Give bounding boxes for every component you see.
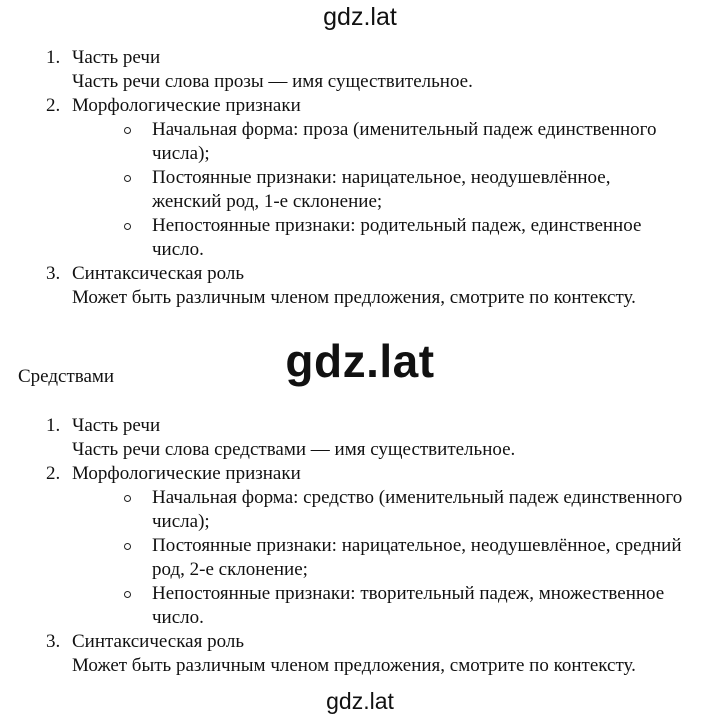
bullet-line: число. [152, 607, 204, 628]
bullet-line: числа); [152, 143, 210, 164]
bullet-line: Постоянные признаки: нарицательное, неодушевлённое, [152, 167, 611, 188]
watermark-bottom: gdz.lat [326, 688, 394, 714]
bullet-line: число. [152, 239, 204, 260]
item-title: Морфологические признаки [72, 95, 301, 116]
bullet-line: женский род, 1-е склонение; [152, 191, 383, 212]
bullet-line: Непостоянные признаки: творительный падеж, множественное [152, 583, 665, 604]
item-text: Может быть различным членом предложения, смотрите по контексту. [72, 287, 636, 308]
circle-bullet-icon [124, 127, 131, 134]
bullet-line: Начальная форма: проза (именительный падеж единственного [152, 119, 657, 140]
item-title: Синтаксическая роль [72, 631, 244, 652]
item-number: 2. [46, 463, 61, 484]
circle-bullet-icon [124, 591, 131, 598]
circle-bullet-icon [124, 495, 131, 502]
item-number: 3. [46, 263, 61, 284]
item-title: Морфологические признаки [72, 463, 301, 484]
item-number: 1. [46, 415, 61, 436]
item-title: Часть речи [72, 47, 161, 68]
circle-bullet-icon [124, 223, 131, 230]
bullet-line: Постоянные признаки: нарицательное, неодушевлённое, средний [152, 535, 682, 556]
item-title: Часть речи [72, 415, 161, 436]
item-number: 3. [46, 631, 61, 652]
watermark-top: gdz.lat [323, 3, 397, 31]
item-text: Часть речи слова средствами — имя существительное. [72, 439, 516, 460]
bullet-line: числа); [152, 511, 210, 532]
entry-word: Средствами [18, 366, 115, 387]
item-text: Часть речи слова прозы — имя существительное. [72, 71, 473, 92]
bullet-line: род, 2-е склонение; [152, 559, 308, 580]
item-number: 1. [46, 47, 61, 68]
watermark-middle: gdz.lat [285, 335, 435, 387]
bullet-line: Непостоянные признаки: родительный падеж, единственное [152, 215, 642, 236]
circle-bullet-icon [124, 175, 131, 182]
item-title: Синтаксическая роль [72, 263, 244, 284]
item-number: 2. [46, 95, 61, 116]
item-text: Может быть различным членом предложения, смотрите по контексту. [72, 655, 636, 676]
circle-bullet-icon [124, 543, 131, 550]
bullet-line: Начальная форма: средство (именительный падеж единственного [152, 487, 683, 508]
